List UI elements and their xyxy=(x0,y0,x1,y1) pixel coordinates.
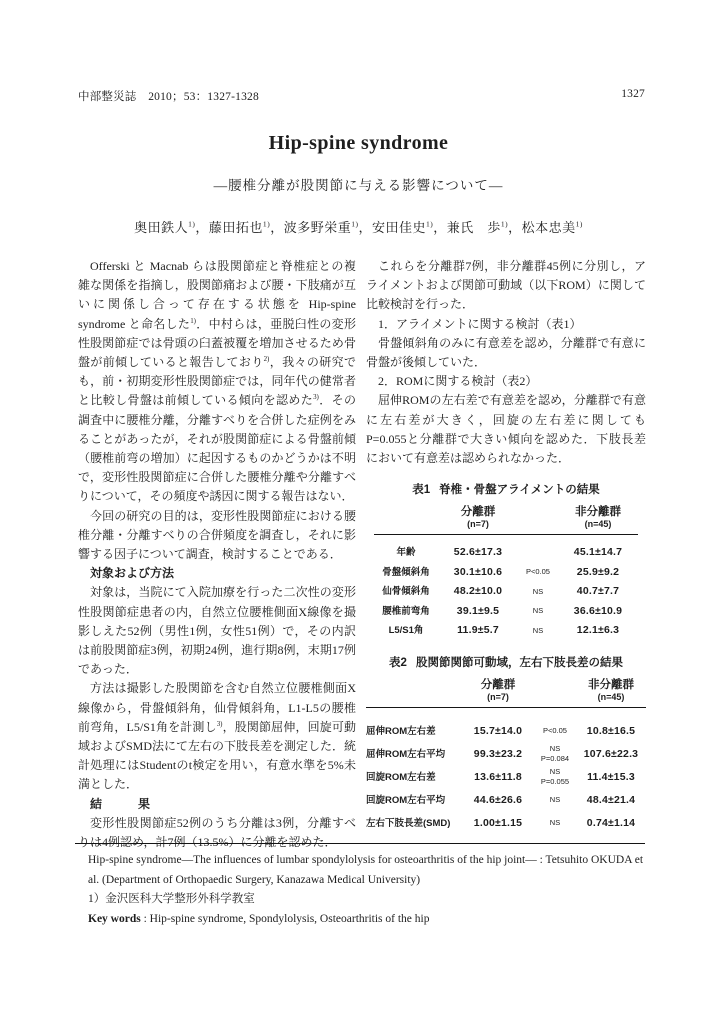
p-value: NS P=0.084 xyxy=(540,744,570,764)
keywords-line xyxy=(88,910,645,930)
column-header-separation-group: 分離群 (n=7) xyxy=(460,506,496,530)
p-value: NS xyxy=(532,586,544,596)
table1-header-row xyxy=(374,505,638,535)
non-separation-group-value: 45.1±14.7 xyxy=(573,546,623,559)
body-left-column xyxy=(78,257,356,852)
table-row xyxy=(366,743,646,766)
page-header xyxy=(78,88,645,104)
non-separation-group-value: 0.74±1.14 xyxy=(586,816,636,829)
table1-body xyxy=(374,535,638,641)
methods-paragraph-1: 対象は，当院にて入院加療を行った二次性の変形性股関節症患者の内，自然立位腰椎側面X線像を撮影しえた52例（男性1例，女性51例）で，その内訳は前股関節症3例，初期24例，進行期8例，末期17例であった． xyxy=(78,585,356,677)
table1-caption xyxy=(374,483,638,498)
non-separation-group-value: 107.6±22.3 xyxy=(583,747,639,760)
row-label: 仙骨傾斜角 xyxy=(382,586,430,598)
separation-group-value: 1.00±1.15 xyxy=(473,816,523,829)
non-separation-group-value: 10.8±16.5 xyxy=(586,724,636,737)
footer-divider xyxy=(75,843,645,844)
row-label: 回旋ROM左右平均 xyxy=(366,794,446,806)
row-label: L5/S1角 xyxy=(388,625,424,637)
reference-superscript: 1) xyxy=(262,219,271,229)
table2-caption xyxy=(366,656,646,671)
page-number: 1327 xyxy=(621,88,645,100)
non-separation-group-value: 48.4±21.4 xyxy=(586,793,636,806)
non-separation-group-value: 25.9±9.2 xyxy=(576,565,620,578)
table-row xyxy=(374,543,638,563)
non-separation-group-value: 36.6±10.9 xyxy=(573,604,623,617)
section-heading-results: 結 果 xyxy=(90,796,151,811)
row-label: 屈伸ROM左右差 xyxy=(366,725,436,737)
results-paragraph-1: 変形性股関節症52例のうち分離は3例，分離すべりは4例認め，計7例（13.5%）に分離を認めた． xyxy=(78,815,356,850)
affiliation-line: 1）金沢医科大学整形外科学教室 xyxy=(88,893,255,905)
column-header-separation-group: 分離群 (n=7) xyxy=(480,678,516,702)
non-separation-group-value: 12.1±6.3 xyxy=(576,624,620,637)
intro-paragraph-1: Offerski と Macnab らは股関節症と脊椎症との複雑な関係を指摘し，股関節痛および腰・下肢痛が互いに関係し合って存在する状態を Hip-spine syndrome と命名した$^{1)}$．中村らは，亜脱臼性の変形性股関節症では骨頭の臼蓋被覆を増加させるため骨盤が前傾していると報告しており$^{2)}$，我々の研究でも，前・初期変形性股関節症では，同年代の健常者と比較し骨盤は前傾している傾向を認めた$^{3)}$．その調査中に腰椎分離，分離すべりを合併した症例をみることがあったが，それが股関節症による骨盤前傾（腰椎前弯の増加）に起因するものかどうかは不明で，変形性股関節症に合併した腰椎分離や分離すべりについて，その頻度や誘因に関する報告はない． xyxy=(78,259,356,504)
separation-group-value: 99.3±23.2 xyxy=(473,747,523,760)
separation-group-value: 44.6±26.6 xyxy=(473,793,523,806)
table-row xyxy=(374,621,638,641)
separation-group-value: 15.7±14.0 xyxy=(473,724,523,737)
reference-superscript: 1) xyxy=(426,219,434,229)
intro-paragraph-2: 今回の研究の目的は，変形性股関節症における腰椎分離・分離すべりの合併頻度を調査し，それに影響する因子について調査，検討することである． xyxy=(78,508,356,562)
separation-group-value: 48.2±10.0 xyxy=(453,585,503,598)
p-value: NS xyxy=(532,606,544,616)
p-value: NS P=0.055 xyxy=(540,767,570,787)
column-header-non-separation-group: 非分離群 (n=45) xyxy=(575,506,621,530)
results-item-rom: 2．ROMに関する検討（表2） xyxy=(378,374,538,389)
footer xyxy=(88,851,645,929)
separation-group-value: 39.1±9.5 xyxy=(456,604,500,617)
table-row xyxy=(374,563,638,583)
reference-superscript: 1) xyxy=(575,219,583,229)
reference-superscript: 1) xyxy=(190,316,196,325)
row-label: 屈伸ROM左右平均 xyxy=(366,748,446,760)
reference-superscript: 1) xyxy=(188,219,196,229)
results-rom-detail: 屈伸ROMの左右差で有意差を認め，分離群で有意に左右差が大きく，回旋の左右差に関してもP=0.055と分離群で大きい傾向を認めた．下肢長差において有意差は認められなかった． xyxy=(366,393,646,466)
table-row xyxy=(374,582,638,602)
results-item-alignment: 1．アライメントに関する検討（表1） xyxy=(378,316,582,331)
results-paragraph-2: これらを分離群7例，非分離群45例に分別し，アライメントおよび関節可動域（以下ROM）に関して比較検討を行った． xyxy=(366,259,646,312)
row-label: 年齢 xyxy=(396,547,416,559)
keywords-label: Key words xyxy=(88,912,141,925)
table2-rom-results xyxy=(366,656,646,835)
row-label: 骨盤傾斜角 xyxy=(382,566,430,578)
table1-caption-text: 脊椎・骨盤アライメントの結果 xyxy=(439,484,600,497)
table2-caption-text: 股関節関節可動域，左右下肢長差の結果 xyxy=(415,656,623,669)
reference-superscript: 2) xyxy=(263,355,270,364)
authors-line: 奥田鉄人$^{1)}$，藤田拓也$^{1)}$，波多野栄重$^{1)}$，安田佳史$^{1)}$，兼氏 歩$^{1)}$，松本忠美$^{1)}$ xyxy=(134,219,583,235)
row-label: 腰椎前弯角 xyxy=(382,605,430,617)
separation-group-value: 11.9±5.7 xyxy=(457,624,499,637)
results-alignment-detail: 骨盤傾斜角のみに有意差を認め，分離群で有意に骨盤が後傾していた． xyxy=(366,335,646,370)
separation-group-value: 52.6±17.3 xyxy=(453,546,503,559)
section-heading-methods: 対象および方法 xyxy=(90,566,175,581)
reference-superscript: 1) xyxy=(500,219,509,229)
paper-title: Hip-spine syndrome xyxy=(268,132,449,154)
table-row xyxy=(366,789,646,812)
reference-superscript: 3) xyxy=(216,719,223,728)
reference-superscript: 3) xyxy=(313,393,319,402)
p-value: NS xyxy=(549,795,561,805)
body-right-column xyxy=(366,257,646,835)
table-row xyxy=(374,602,638,622)
table2-caption-label: 表2 xyxy=(389,656,407,669)
keywords-text: : Hip-spine syndrome, Spondylolysis, Osteoarthritis of the hip xyxy=(140,912,430,925)
separation-group-value: 30.1±10.6 xyxy=(453,565,503,578)
p-value: P<0.05 xyxy=(526,567,550,577)
p-value: P<0.05 xyxy=(543,726,567,736)
table2-body xyxy=(366,708,646,835)
row-label: 回旋ROM左右差 xyxy=(366,771,436,783)
table-row xyxy=(366,766,646,789)
table-row xyxy=(366,812,646,835)
english-citation: Hip-spine syndrome—The influences of lumbar spondylolysis for osteoarthritis of the hip joint— : Tetsuhito OKUDA et al. (Department of Orthopaedic Surgery, Kanazawa Medical University) xyxy=(88,854,644,886)
table2-header-row xyxy=(366,678,646,708)
non-separation-group-value: 40.7±7.7 xyxy=(576,585,620,598)
separation-group-value: 13.6±11.8 xyxy=(474,770,522,783)
row-label: 左右下肢長差(SMD) xyxy=(366,817,451,829)
paper-subtitle: ―腰椎分離が股関節に与える影響について― xyxy=(213,178,504,193)
p-value: NS xyxy=(549,818,561,828)
table-row xyxy=(366,720,646,743)
reference-superscript: 1) xyxy=(351,219,359,229)
table1-alignment-results xyxy=(374,483,638,641)
table1-caption-label: 表1 xyxy=(412,484,431,497)
non-separation-group-value: 11.4±15.3 xyxy=(587,770,635,783)
p-value: NS xyxy=(532,625,544,635)
column-header-non-separation-group: 非分離群 (n=45) xyxy=(588,678,634,702)
journal-reference: 中部整災誌 2010；53：1327‐1328 xyxy=(78,91,259,103)
methods-paragraph-2: 方法は撮影した股関節を含む自然立位腰椎側面X線像から，骨盤傾斜角，仙骨傾斜角，L1-L5の腰椎前弯角，L5/S1角を計測し$^{3)}$，股関節屈伸，回旋可動域およびSMD法にて左右の下肢長差を測定した．統計処理にはStudentのt検定を用い，有意水準を5%未満とした． xyxy=(78,681,357,792)
